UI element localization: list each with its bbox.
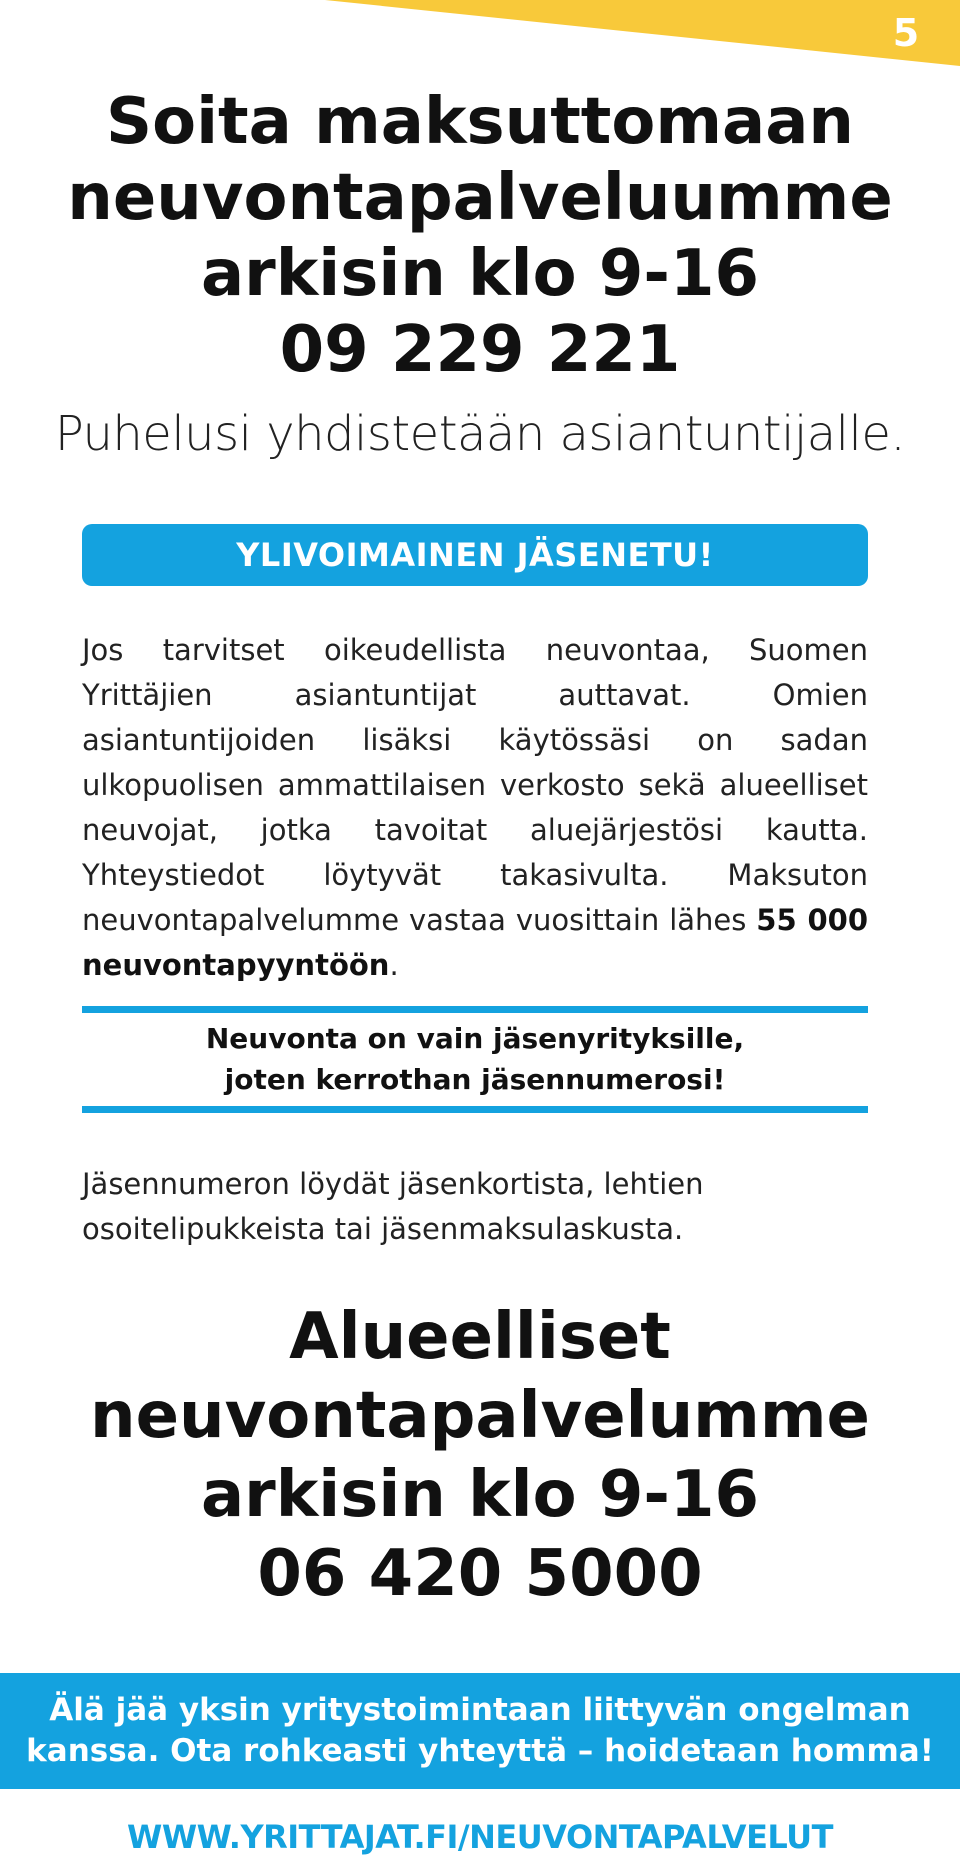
notice-bottom-divider <box>82 1106 868 1113</box>
member-benefit-banner: YLIVOIMAINEN JÄSENETU! <box>82 524 868 586</box>
page-number: 5 <box>892 11 920 55</box>
notice-top-divider <box>82 1006 868 1013</box>
notice-line1: Neuvonta on vain jäsenyrityksille, <box>205 1022 745 1055</box>
corner-accent-stripe <box>0 0 960 70</box>
national-helpline-heading <box>0 84 960 388</box>
notice-line2: joten kerrothan jäsennumerosi! <box>224 1063 726 1096</box>
national-phone-number[interactable]: 09 229 221 <box>279 313 681 387</box>
regional-phone-number[interactable]: 06 420 5000 <box>257 1537 703 1611</box>
footer-line1: Älä jää yksin yritystoimintaan liittyvän ongelman <box>49 1692 911 1728</box>
regional-heading-line1: Alueelliset <box>289 1300 671 1374</box>
regional-heading-line2: neuvontapalvelumme <box>90 1379 870 1453</box>
paragraph-end: . <box>389 948 399 982</box>
legal-advice-paragraph <box>82 628 868 988</box>
call-routing-subline: Puhelusi yhdistetään asiantuntijalle. <box>54 406 906 462</box>
legal-advice-text: Jos tarvitset oikeudellista neuvontaa, Suomen Yrittäjien asiantuntijat auttavat. Omien asiantuntijoiden lisäksi käytössäsi on sadan ulkopuolisen ammattilaisen verkosto sekä alueelliset neuvojat, jotka tavoitat aluejärjestösi kautta. Yhteystiedot löytyvät takasivulta. Maksuton neuvontapalvelumme vastaa vuosittain lähes <box>82 633 868 937</box>
national-heading-line1: Soita maksuttomaan <box>106 85 854 159</box>
footer-line2: kanssa. Ota rohkeasti yhteyttä – hoidetaan homma! <box>26 1733 934 1769</box>
national-heading-line2: neuvontapalveluumme <box>67 161 893 235</box>
national-heading-line3: arkisin klo 9-16 <box>200 237 760 311</box>
member-number-paragraph: Jäsennumeron löydät jäsenkortista, lehtien osoitelipukkeista tai jäsenmaksulaskusta. <box>82 1167 704 1246</box>
yellow-diagonal-stripe <box>325 0 960 66</box>
footer-call-to-action <box>0 1673 960 1789</box>
regional-helpline-heading <box>0 1298 960 1614</box>
members-only-notice <box>82 1018 868 1100</box>
website-link[interactable]: WWW.YRITTAJAT.FI/NEUVONTAPALVELUT <box>127 1818 833 1856</box>
request-count-emphasis: 55 000 neuvontapyyntöön <box>82 903 868 982</box>
regional-heading-line3: arkisin klo 9-16 <box>200 1458 760 1532</box>
